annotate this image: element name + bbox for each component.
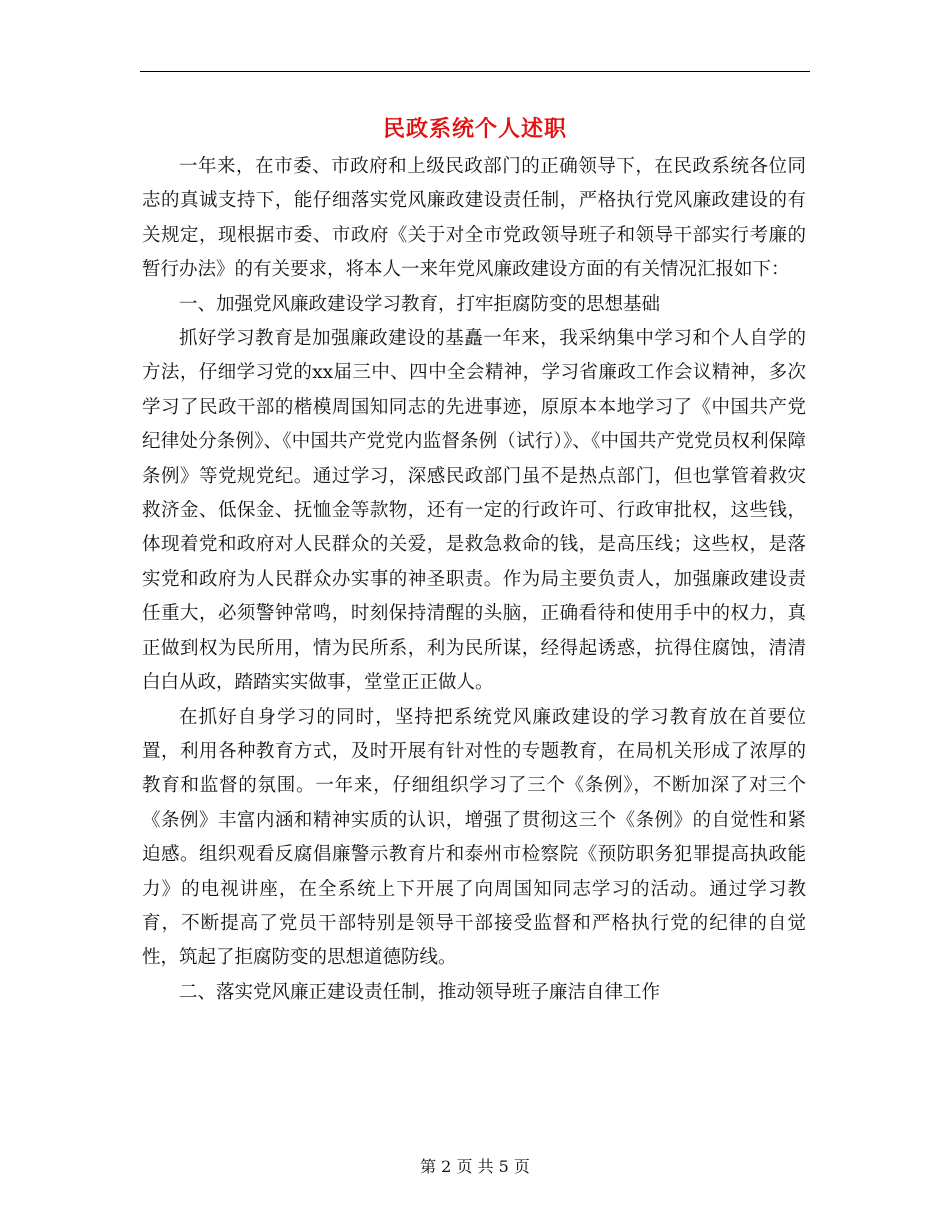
section-heading-1: 一、加强党风廉政建设学习教育，打牢拒腐防变的思想基础 — [179, 293, 661, 315]
section-heading-2: 二、落实党风廉正建设责任制，推动领导班子廉洁自律工作 — [179, 981, 661, 1003]
paragraph-intro: 一年来，在市委、市政府和上级民政部门的正确领导下，在民政系统各位同志的真诚支持下，能仔细落实党风廉政建设责任制，严格执行党风廉政建设的有关规定，现根据市委、市政府《关于对全市党政领导班子和领导干部实行考廉的暂行办法》的有关要求，将本人一来年党风廉政建设方面的有关情况汇报如下： — [142, 156, 806, 281]
page-number: 第 2 页 共 5 页 — [420, 1157, 530, 1176]
document-title: 民政系统个人述职 — [382, 116, 567, 142]
document-body — [142, 150, 806, 1010]
paragraph-education: 在抓好自身学习的同时，坚持把系统党风廉政建设的学习教育放在首要位置，利用各种教育方式，及时开展有针对性的专题教育，在局机关形成了浓厚的教育和监督的氛围。一年来，仔细组织学习了三个《条例》，不断加深了对三个《条例》丰富内涵和精神实质的认识，增强了贯彻这三个《条例》的自觉性和紧迫感。组织观看反腐倡廉警示教育片和泰州市检察院《预防职务犯罪提高执政能力》的电视讲座，在全系统上下开展了向周国知同志学习的活动。通过学习教育，不断提高了党员干部特别是领导干部接受监督和严格执行党的纪律的自觉性，筑起了拒腐防变的思想道德防线。 — [142, 706, 806, 969]
paragraph-study: 抓好学习教育是加强廉政建设的基矗一年来，我采纳集中学习和个人自学的方法，仔细学习党的xx届三中、四中全会精神，学习省廉政工作会议精神，多次学习了民政干部的楷模周国知同志的先进事迹，原原本本地学习了《中国共产党纪律处分条例》、《中国共产党党内监督条例（试行）》、《中国共产党党员权利保障条例》等党规党纪。通过学习，深感民政部门虽不是热点部门，但也掌管着救灾救济金、低保金、抚恤金等款物，还有一定的行政许可、行政审批权，这些钱，体现着党和政府对人民群众的关爱，是救急救命的钱，是高压线；这些权，是落实党和政府为人民群众办实事的神圣职责。作为局主要负责人，加强廉政建设责任重大，必须警钟常鸣，时刻保持清醒的头脑，正确看待和使用手中的权力，真正做到权为民所用，情为民所系，利为民所谋，经得起诱惑，抗得住腐蚀，清清白白从政，踏踏实实做事，堂堂正正做人。 — [142, 328, 806, 694]
header-rule — [140, 71, 810, 72]
